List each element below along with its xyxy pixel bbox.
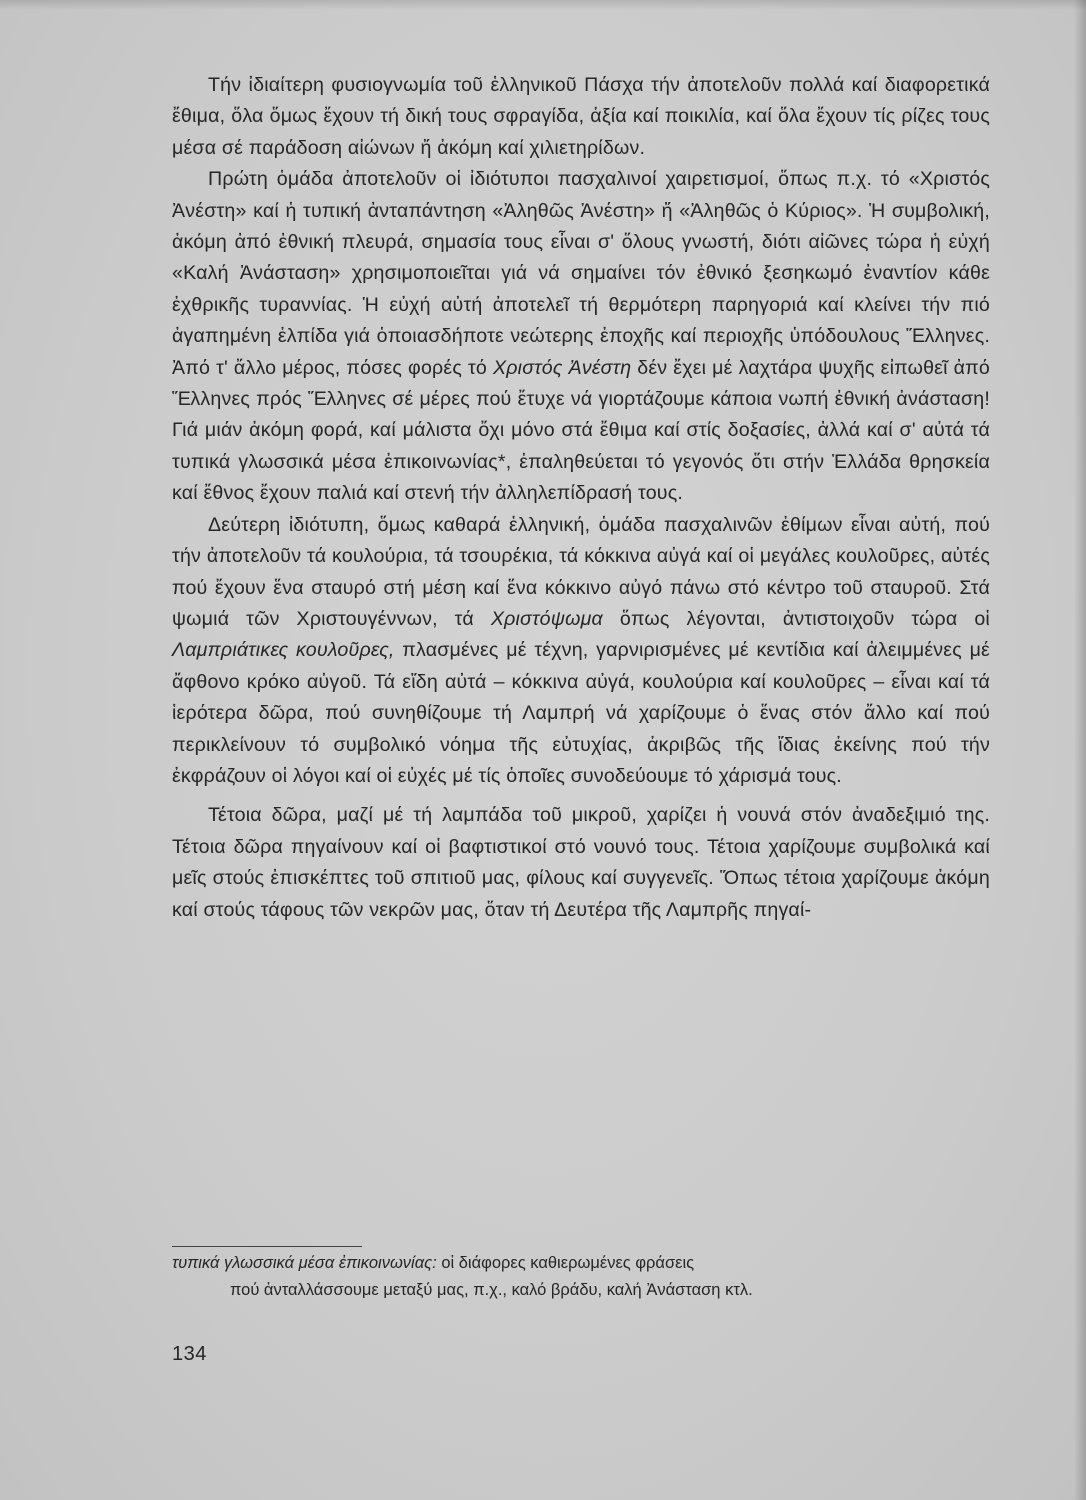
paragraph: Τήν ἰδιαίτερη φυσιογνωμία τοῦ ἑλληνικοῦ Πάσχα τήν ἀποτελοῦν πολλά καί διαφορετικά ἔθιμα, ὅλα ὅμως ἔχουν τή δική τους σφραγίδα, ἀξία καί ποικιλία, καί ὅλα ἔχουν τίς ρίζες τους μέσα σέ παράδοση αἰώνων ἤ ἀκόμη καί χιλιετηρίδων. xyxy=(172,74,990,159)
footnote-term: τυπικά γλωσσικά μέσα ἐπικοινωνίας: xyxy=(172,1254,437,1272)
page-number: 134 xyxy=(172,1343,207,1365)
footnote-line: πού ἀνταλλάσσουμε μεταξύ μας, π.χ., καλό βράδυ, καλή Ἀνάσταση κτλ. xyxy=(230,1281,753,1299)
paragraph: Δεύτερη ἰδιότυπη, ὅμως καθαρά ἑλληνική, ὁμάδα πασχαλινῶν ἐθίμων εἶναι αὐτή, πού τήν ἀποτελοῦν τά κουλούρια, τά τσουρέκια, τά κόκκινα αὐγά καί οἱ μεγάλες κουλοῦρες, αὐτές πού ἔχουν ἕνα σταυρό στή μέση καί ἕνα κόκκινο αὐγό πάνω στό κέντρο τοῦ σταυροῦ. Στά ψωμιά τῶν Χριστουγέννων, τά Χριστόψωμα ὅπως λέγονται, ἀντιστοιχοῦν τώρα οἱ Λαμπριάτικες κουλοῦρες, πλασμένες μέ τέχνη, γαρνιρισμένες μέ κεντίδια καί ἀλειμμένες μέ ἄφθονο κρόκο αὐγοῦ. Τά εἴδη αὐτά – κόκκινα αὐγά, κουλούρια καί κουλοῦρες – εἶναι καί τά ἱερότερα δῶρα, πού συνηθίζουμε τή Λαμπρή νά χαρίζουμε ὁ ἕνας στόν ἄλλο καί πού περικλείνουν τό συμβολικό νόημα τῆς εὐτυχίας, ἀκριβῶς τῆς ἴδιας ἐκείνης πού τήν ἐκφράζουν οἱ λόγοι καί οἱ εὐχές μέ τίς ὁποῖες συνοδεύουμε τό χάρισμά τους. xyxy=(172,513,990,787)
italic-phrase: Λαμπριάτικες κουλοῦρες, xyxy=(172,639,395,662)
italic-phrase: Χριστός Ἀνέστη xyxy=(492,356,632,379)
page-top-shadow xyxy=(0,0,1086,10)
paragraph: Πρώτη ὁμάδα ἀποτελοῦν οἱ ἰδιότυποι πασχαλινοί χαιρετισμοί, ὅπως π.χ. τό «Χριστός Ἀνέστη» καί ἡ τυπική ἀνταπάντηση «Ἀληθῶς Ἀνέστη» ἤ «Ἀληθῶς ὁ Κύριος». Ἡ συμβολική, ἀκόμη ἀπό ἐθνική πλευρά, σημασία τους εἶναι σ' ὅλους γνωστή, διότι αἰῶνες τώρα ἡ εὐχή «Καλή Ἀνάσταση» χρησιμοποιεῖται γιά νά σημαίνει τόν ἐθνικό ξεσηκωμό ἐναντίον κάθε ἐχθρικῆς τυραννίας. Ἡ εὐχή αὐτή ἀποτελεῖ τή θερμότερη παρηγοριά καί κλείνει τήν πιό ἀγαπημένη ἐλπίδα γιά ὁποιασδήποτε νεώτερης ἐποχῆς καί περιοχῆς ὑπόδουλους Ἕλληνες. Ἀπό τ' ἄλλο μέρος, πόσες φορές τό Χριστός Ἀνέστη δέν ἔχει μέ λαχτάρα ψυχῆς εἰπωθεῖ ἀπό Ἕλληνες πρός Ἕλληνες σέ μέρες πού ἔτυχε νά γιορτάζουμε κάποια νωπή ἐθνική ἀνάσταση! Γιά μιάν ἀκόμη φορά, καί μάλιστα ὄχι μόνο στά ἔθιμα καί στίς δοξασίες, ἀλλά καί σ' αὐτά τά τυπικά γλωσσικά μέσα ἐπικοινωνίας*, ἐπαληθεύεται τό γεγονός ὅτι στήν Ἑλλάδα θρησκεία καί ἔθνος ἔχουν παλιά καί στενή τήν ἀλληλεπίδρασή τους. xyxy=(172,168,990,505)
page-edge-shadow xyxy=(1074,0,1086,1500)
footnote-line: τυπικά γλωσσικά μέσα ἐπικοινωνίας: οἱ διάφορες καθιερωμένες φράσεις xyxy=(172,1254,695,1272)
italic-phrase: Χριστόψωμα xyxy=(490,607,603,630)
paragraph: Τέτοια δῶρα, μαζί μέ τή λαμπάδα τοῦ μικροῦ, χαρίζει ἡ νουνά στόν ἀναδεξιμιό της. Τέτοια δῶρα πηγαίνουν καί οἱ βαφτιστικοί στό νουνό τους. Τέτοια χαρίζουμε συμβολικά καί μεῖς στούς ἐπισκέπτες τοῦ σπιτιοῦ μας, φίλους καί συγγενεῖς. Ὅπως τέτοια χαρίζουμε ἀκόμη καί στούς τάφους τῶν νεκρῶν μας, ὅταν τή Δευτέρα τῆς Λαμπρῆς πηγαί- xyxy=(172,804,990,921)
footnote-divider xyxy=(172,1246,362,1247)
main-text xyxy=(172,70,990,926)
footnote xyxy=(172,1250,986,1304)
